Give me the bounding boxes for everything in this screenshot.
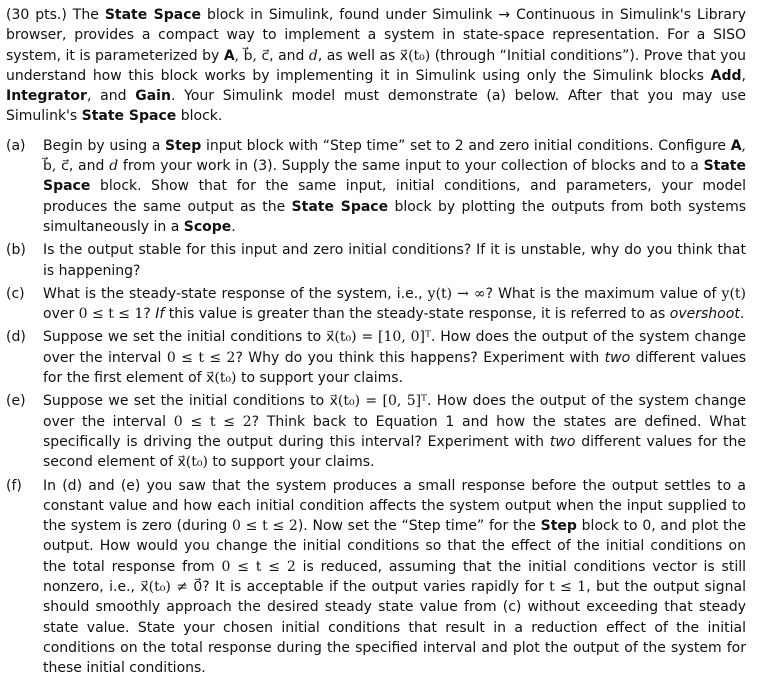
math-expression: x⃗(t₀) bbox=[399, 47, 431, 64]
math-expression: 0 ≤ t ≤ 2 bbox=[232, 518, 298, 535]
math-expression: 0 ≤ t ≤ 1 bbox=[78, 306, 144, 323]
subpart-label: (f) bbox=[6, 477, 22, 494]
emphasis-text: overshoot bbox=[669, 306, 740, 323]
text-run: different values for the first element of bbox=[43, 349, 747, 387]
text-run: to support your claims. bbox=[236, 370, 404, 387]
text-run: Suppose we set the initial conditions to bbox=[43, 329, 327, 346]
text-run: , and bbox=[68, 158, 110, 175]
math-expression: , bbox=[51, 158, 62, 175]
subpart-text bbox=[43, 284, 746, 325]
text-run: block. bbox=[176, 108, 223, 125]
subpart-label: (e) bbox=[6, 393, 26, 410]
subpart-b bbox=[6, 240, 746, 281]
math-expression: 0 ≤ t ≤ 2 bbox=[166, 349, 236, 366]
text-run: to support your claims. bbox=[207, 454, 375, 471]
text-run: block in Simulink, found under Simulink → Continuous in Simulink's Library browser, provides a compact way to implement a system in state-space representation. For a SISO system, it is parameterized by bbox=[6, 7, 746, 64]
bold-term: State Space bbox=[104, 7, 201, 23]
subpart-text bbox=[43, 391, 746, 472]
math-expression: b⃗ bbox=[243, 47, 253, 64]
subpart-list bbox=[6, 136, 746, 679]
problem-document bbox=[6, 5, 746, 682]
text-run: block to 0, and plot the output. How would you change the initial conditions so that the effect of the initial conditions on the total response from bbox=[43, 518, 746, 575]
text-run: input block with “Step time” set to 2 and zero initial conditions. Configure bbox=[201, 137, 731, 154]
text-run: Suppose we set the initial conditions to bbox=[43, 393, 330, 410]
math-expression: x⃗(t₀) ≠ 0⃗ bbox=[140, 579, 203, 596]
math-expression: 0 ≤ t ≤ 2 bbox=[221, 558, 296, 575]
text-run: In (d) and (e) you saw that the system produces a small response before the output settles to a constant value and how each initial condition affects the system output when the input supplied to the system is zero (during bbox=[43, 477, 746, 535]
bold-term: Scope bbox=[183, 218, 232, 235]
text-run: ? Think back to Equation 1 and how the states are defined. What specifically is driving the output during this interval? Experiment with bbox=[43, 413, 747, 450]
math-expression: c⃗ bbox=[61, 158, 69, 175]
subpart-f bbox=[6, 476, 746, 679]
subpart-label: (b) bbox=[6, 242, 26, 259]
text-run: , and bbox=[86, 88, 136, 105]
subpart-e bbox=[6, 391, 746, 472]
problem-intro bbox=[6, 5, 746, 127]
bold-term: A bbox=[223, 47, 235, 64]
emphasis-text: If bbox=[155, 306, 165, 323]
math-expression: x⃗(t₀) = [0, 5]ᵀ bbox=[329, 393, 427, 410]
subpart-text bbox=[43, 327, 746, 388]
subpart-text bbox=[43, 240, 746, 281]
subpart-c bbox=[6, 284, 746, 325]
math-expression: , bbox=[252, 47, 262, 64]
text-run: (30 pts.) The bbox=[6, 7, 105, 23]
text-run: . bbox=[739, 306, 745, 323]
math-expression: y(t) bbox=[721, 285, 746, 302]
bold-term: Gain bbox=[135, 88, 171, 105]
text-run: . How does the output of the system change over the interval bbox=[43, 329, 746, 366]
subpart-label: (a) bbox=[6, 137, 26, 154]
text-run: ? bbox=[143, 306, 156, 323]
bold-term: State Space bbox=[43, 158, 746, 195]
text-run: is reduced, assuming that the initial conditions vector is still nonzero, i.e., bbox=[43, 558, 747, 596]
subpart-d bbox=[6, 327, 746, 388]
text-run: ? What is the maximum value of bbox=[485, 285, 722, 302]
subpart-label: (d) bbox=[6, 329, 26, 346]
text-run: , as well as bbox=[317, 47, 400, 64]
text-run: , bbox=[741, 67, 746, 84]
emphasis-text: two bbox=[604, 349, 631, 366]
math-expression: x⃗(t₀) bbox=[177, 454, 208, 471]
bold-term: Step bbox=[540, 518, 577, 535]
text-run: , and bbox=[269, 47, 309, 64]
math-expression: t ≤ 1 bbox=[549, 579, 587, 596]
bold-term: Step bbox=[165, 137, 202, 154]
math-expression: d bbox=[109, 158, 119, 175]
text-run: What is the steady-state response of the system, i.e., bbox=[43, 285, 428, 302]
text-run: Begin by using a bbox=[43, 137, 166, 154]
text-run: different values for the second element of bbox=[43, 433, 746, 471]
text-run: over bbox=[43, 306, 79, 323]
subpart-text bbox=[43, 136, 746, 237]
bold-term: State Space bbox=[81, 108, 177, 125]
math-expression: , bbox=[234, 47, 244, 64]
text-run: (through “Initial conditions”). Prove that you understand how this block works by implementing it in Simulink using only the Simulink blocks bbox=[6, 47, 747, 84]
bold-term: A bbox=[730, 137, 742, 154]
math-expression: 0 ≤ t ≤ 2 bbox=[173, 413, 252, 430]
text-run: . How does the output of the system change over the interval bbox=[43, 393, 746, 430]
text-run: ). Now set the “Step time” for the bbox=[297, 518, 541, 535]
text-run: ? Why do you think this happens? Experiment with bbox=[235, 349, 605, 366]
text-run: from your work in (3). Supply the same input to your collection of blocks and to a bbox=[118, 158, 704, 175]
math-expression: d bbox=[308, 47, 318, 64]
subpart-text bbox=[43, 476, 746, 679]
math-expression: x⃗(t₀) = [10, 0]ᵀ bbox=[326, 329, 431, 346]
bold-term: Integrator bbox=[6, 88, 87, 105]
math-expression: b⃗ bbox=[43, 158, 52, 175]
subpart-label: (c) bbox=[6, 285, 25, 302]
text-run: this value is greater than the steady-state response, it is referred to as bbox=[164, 306, 670, 323]
subpart-a bbox=[6, 136, 746, 237]
math-expression: c⃗ bbox=[261, 47, 270, 64]
text-run: , but the output signal should smoothly approach the desired steady state value from (c) without exceeding that steady state value. State your chosen initial conditions that result in a reduction effect of the initial conditions on the total response during the specified interval and plot the output of the system for these initial conditions. bbox=[43, 579, 746, 677]
math-expression: x⃗(t₀) bbox=[206, 370, 237, 387]
bold-term: Add bbox=[710, 67, 742, 84]
text-run: . Your Simulink model must demonstrate (a) below. After that you may use Simulink's bbox=[6, 88, 746, 125]
bold-term: State Space bbox=[291, 198, 389, 215]
text-run: Is the output stable for this input and zero initial conditions? If it is unstable, why do you think that is happening? bbox=[43, 242, 746, 279]
math-expression: , bbox=[741, 137, 746, 154]
text-run: block. Show that for the same input, initial conditions, and parameters, your model produces the same output as the bbox=[43, 178, 746, 215]
math-expression: y(t) → ∞ bbox=[427, 285, 486, 302]
text-run: ? It is acceptable if the output varies rapidly for bbox=[202, 579, 550, 596]
text-run: . bbox=[231, 218, 236, 235]
text-run: block by plotting the outputs from both systems simultaneously in a bbox=[43, 198, 746, 235]
emphasis-text: two bbox=[549, 433, 576, 450]
